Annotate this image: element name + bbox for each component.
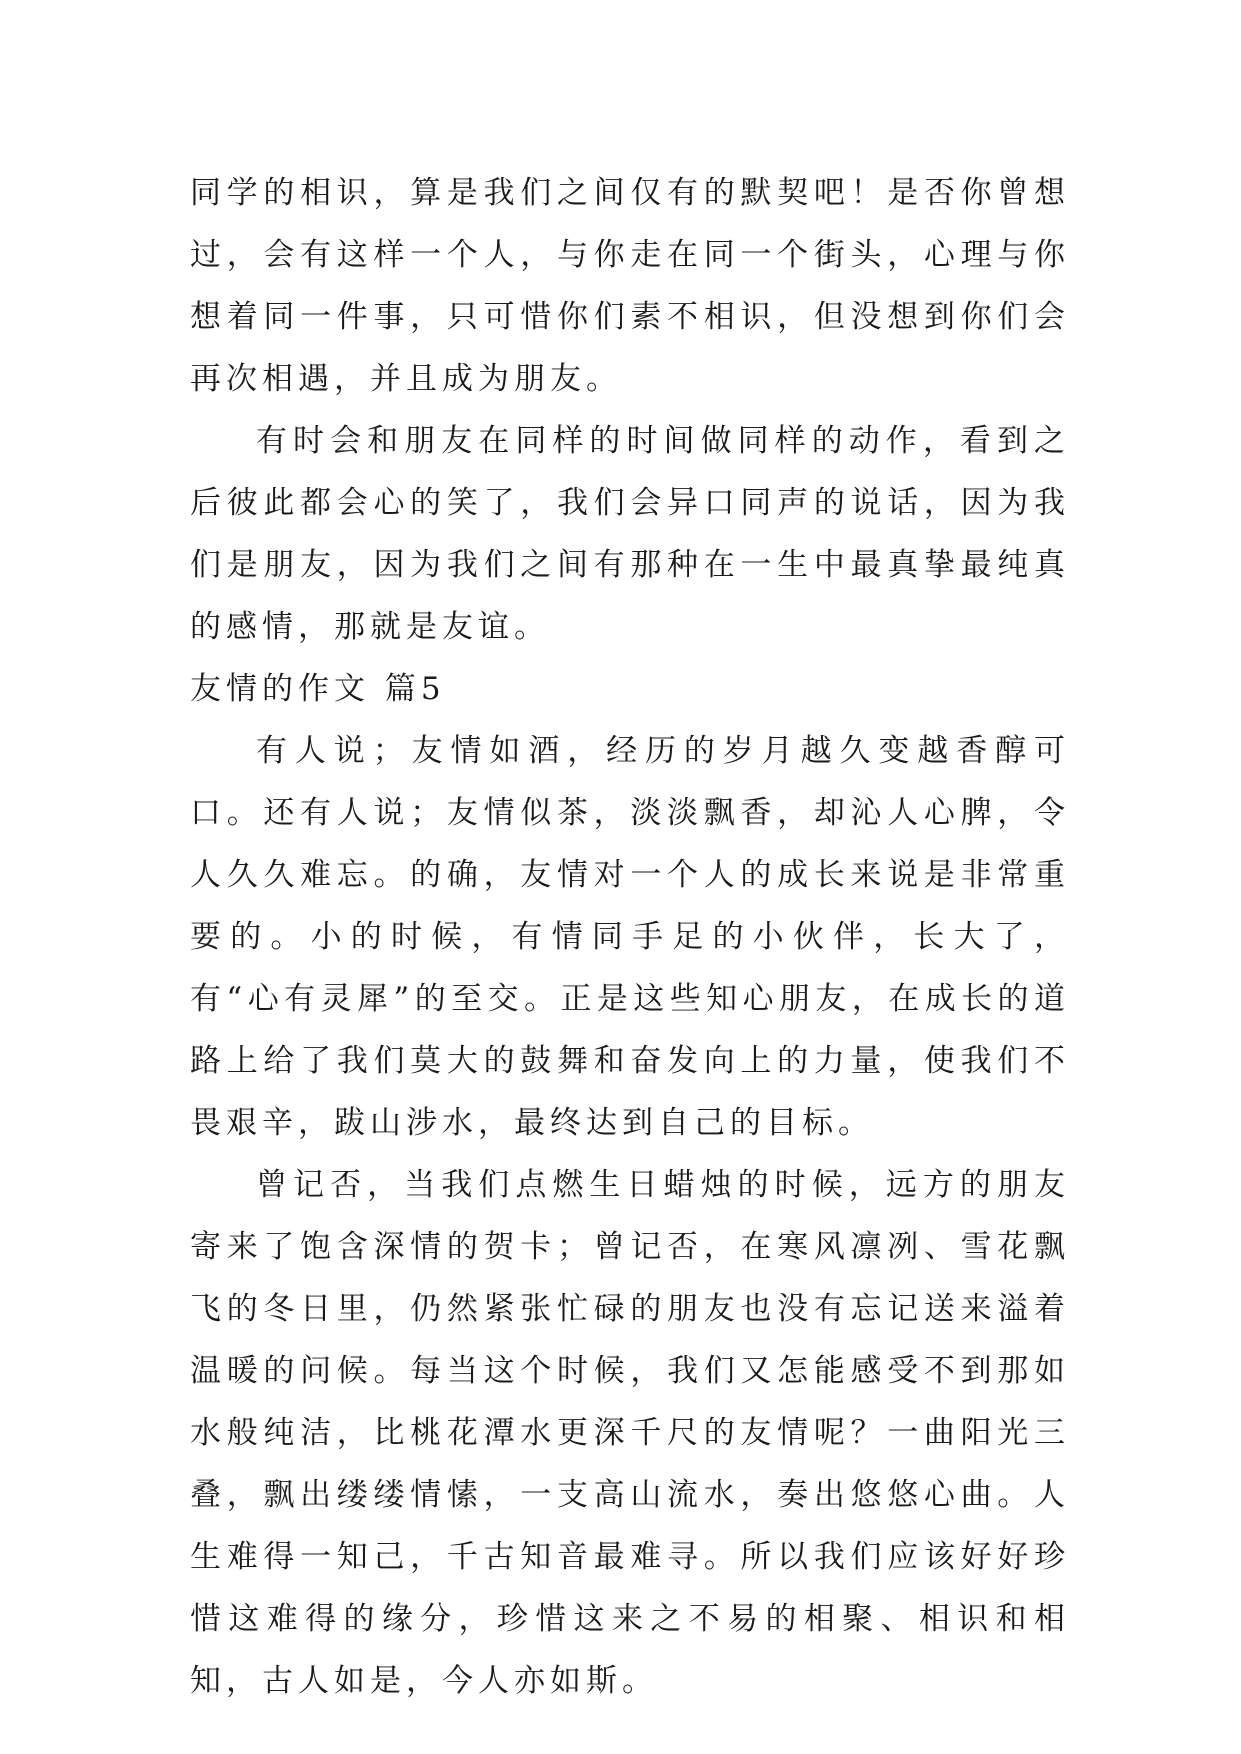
paragraph-friendship-like-wine: 有人说；友情如酒，经历的岁月越久变越香醇可口。还有人说；友情似茶，淡淡飘香，却沁人心脾，令人久久难忘。的确，友情对一个人的成长来说是非常重要的。小的时候，有情同手足的小伙伴，长大了，有“心有灵犀”的至交。正是这些知心朋友，在成长的道路上给了我们莫大的鼓舞和奋发向上的力量，使我们不畏艰辛，跋山涉水，最终达到自己的目标。: [190, 733, 1070, 1141]
paragraph-same-actions: 有时会和朋友在同样的时间做同样的动作，看到之后彼此都会心的笑了，我们会异口同声的说话，因为我们是朋友，因为我们之间有那种在一生中最真挚最纯真的感情，那就是友谊。: [190, 423, 1070, 645]
section-heading: 友情的作文 篇5: [190, 671, 446, 707]
paragraph-remember-when: 曾记否，当我们点燃生日蜡烛的时候，远方的朋友寄来了饱含深情的贺卡；曾记否，在寒风凛冽、雪花飘飞的冬日里，仍然紧张忙碌的朋友也没有忘记送来溢着温暖的问候。每当这个时候，我们又怎能感受不到那如水般纯洁，比桃花潭水更深千尺的友情呢？一曲阳光三叠，飘出缕缕情愫，一支高山流水，奏出悠悠心曲。人生难得一知己，千古知音最难寻。所以我们应该好好珍惜这难得的缘分，珍惜这来之不易的相聚、相识和相知，古人如是，今人亦如斯。: [190, 1167, 1070, 1699]
paragraph-friendship-meeting: 同学的相识，算是我们之间仅有的默契吧！是否你曾想过，会有这样一个人，与你走在同一个街头，心理与你想着同一件事，只可惜你们素不相识，但没想到你们会再次相遇，并且成为朋友。: [190, 175, 1070, 397]
document-body: [190, 162, 1070, 1712]
